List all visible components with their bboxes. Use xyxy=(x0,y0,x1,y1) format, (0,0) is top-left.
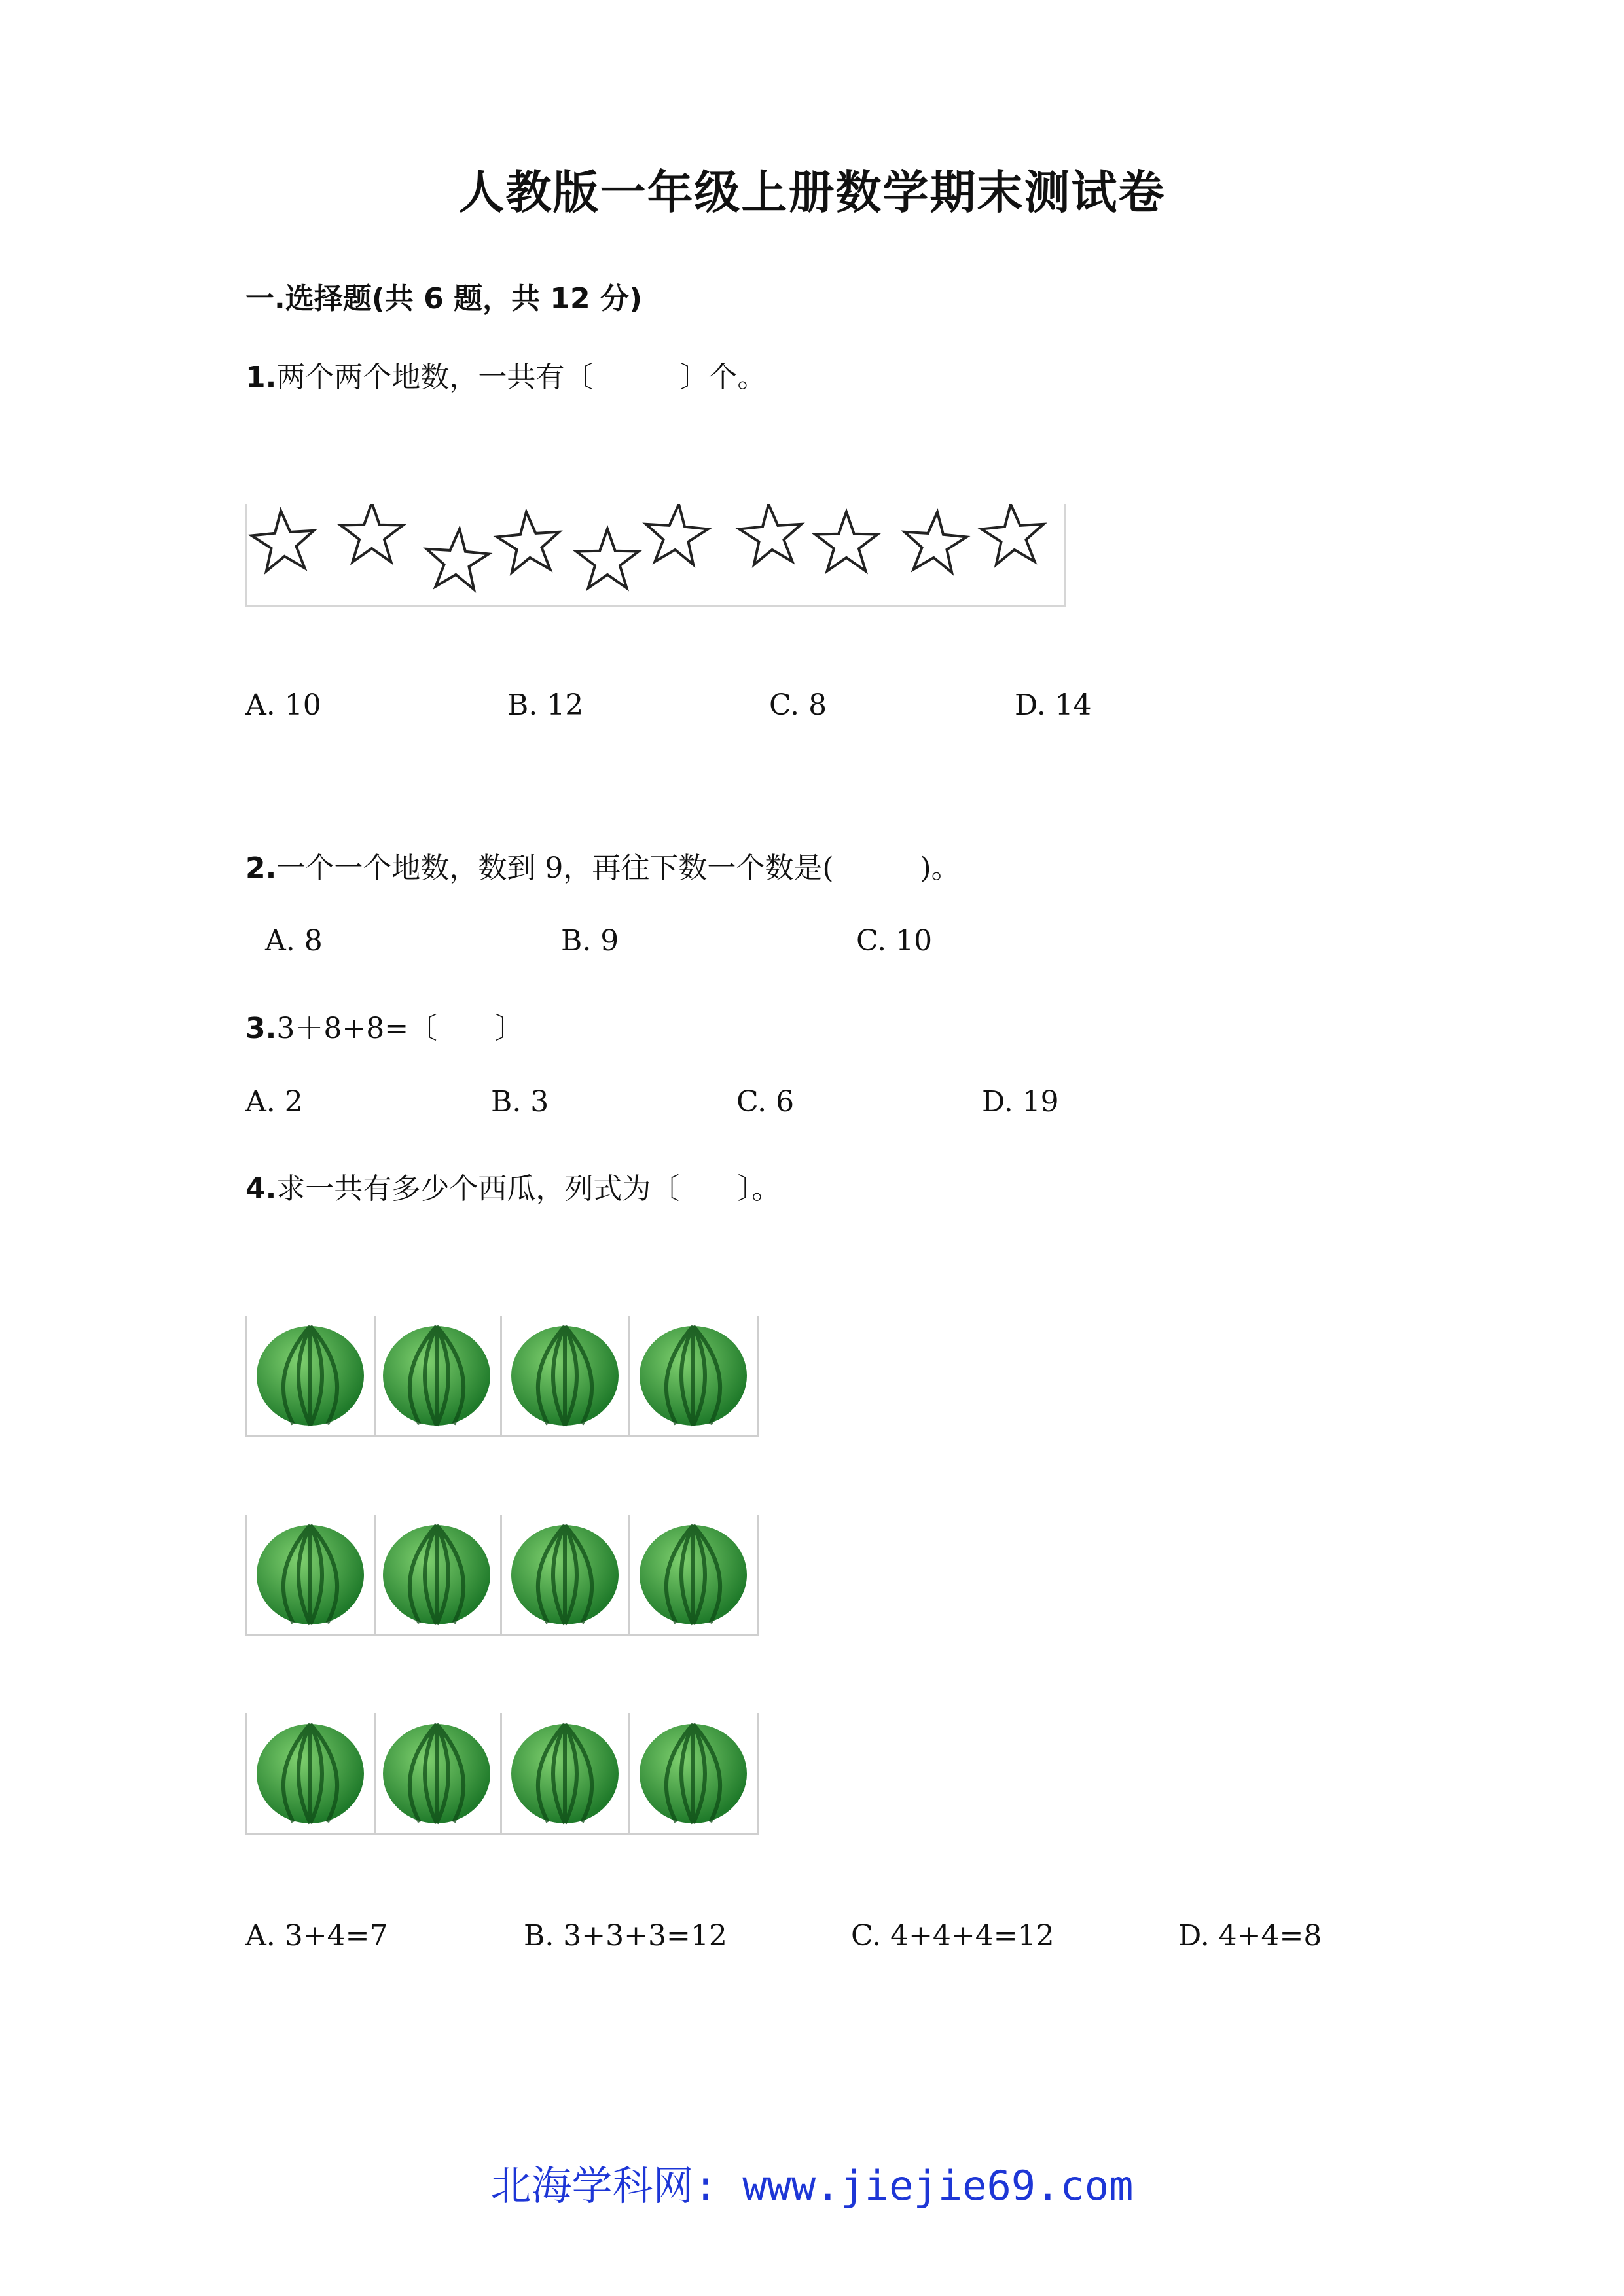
watermelon-icon xyxy=(630,1515,759,1636)
q1-option-b[interactable]: B. 12 xyxy=(507,689,584,722)
q1-option-c[interactable]: C. 8 xyxy=(769,689,827,722)
q4-option-a[interactable]: A. 3+4=7 xyxy=(245,1919,388,1952)
watermelon-icon xyxy=(245,1713,376,1835)
watermelon-icon xyxy=(502,1316,630,1437)
question-2-number: 2. xyxy=(245,852,277,885)
q2-option-c[interactable]: C. 10 xyxy=(856,924,933,958)
watermelon-row xyxy=(245,1515,756,1636)
q1-option-a[interactable]: A. 10 xyxy=(245,689,321,722)
star-icon xyxy=(497,512,559,573)
star-icon xyxy=(340,504,403,562)
q3-option-b[interactable]: B. 3 xyxy=(491,1085,549,1119)
q3-option-d[interactable]: D. 19 xyxy=(982,1085,1059,1119)
question-1 xyxy=(245,353,766,395)
q4-option-c[interactable]: C. 4+4+4=12 xyxy=(851,1919,1055,1952)
watermelon-icon xyxy=(502,1713,630,1835)
q4-option-b[interactable]: B. 3+3+3=12 xyxy=(524,1919,727,1952)
question-2-text: 一个一个地数，数到 9，再往下数一个数是( )。 xyxy=(276,852,960,885)
star-icon xyxy=(427,529,489,590)
question-4-number: 4. xyxy=(245,1172,277,1206)
watermelon-icon xyxy=(245,1316,376,1437)
watermelon-icon xyxy=(374,1316,502,1437)
watermelon-icon xyxy=(630,1316,759,1437)
footer-watermark: 北海学科网: www.jiejie69.com xyxy=(490,2162,1134,2210)
q4-option-d[interactable]: D. 4+4=8 xyxy=(1178,1919,1322,1952)
question-2 xyxy=(245,844,960,886)
star-icon xyxy=(739,504,801,565)
question-4-text: 求一共有多少个西瓜，列式为〔 〕。 xyxy=(276,1172,781,1206)
q2-option-a[interactable]: A. 8 xyxy=(265,924,323,958)
star-icon xyxy=(981,504,1043,565)
watermelon-row xyxy=(245,1713,756,1835)
question-3-text: 3＋8+8=〔 〕 xyxy=(276,1012,524,1045)
watermelon-icon xyxy=(374,1515,502,1636)
page-title: 人教版一年级上册数学期末测试卷 xyxy=(458,166,1166,219)
watermelon-icon xyxy=(245,1515,376,1636)
star-icon xyxy=(576,529,638,588)
star-figure xyxy=(245,504,1066,607)
watermelon-row xyxy=(245,1316,756,1437)
star-icon xyxy=(251,511,314,571)
star-icon xyxy=(905,512,967,573)
star-icon xyxy=(815,512,877,571)
question-3-number: 3. xyxy=(245,1012,277,1045)
q3-option-a[interactable]: A. 2 xyxy=(245,1085,303,1119)
watermelon-icon xyxy=(374,1713,502,1835)
question-1-text: 两个两个地数，一共有〔 〕个。 xyxy=(276,361,767,394)
question-4 xyxy=(245,1165,780,1207)
question-1-number: 1. xyxy=(245,361,277,394)
q1-option-d[interactable]: D. 14 xyxy=(1015,689,1092,722)
watermelon-icon xyxy=(502,1515,630,1636)
star-svg xyxy=(247,504,1064,605)
star-icon xyxy=(646,504,708,565)
q3-option-c[interactable]: C. 6 xyxy=(736,1085,795,1119)
q2-option-b[interactable]: B. 9 xyxy=(561,924,619,958)
section-heading: 一.选择题(共 6 题，共 12 分) xyxy=(245,282,643,315)
question-3 xyxy=(245,1005,524,1047)
watermelon-icon xyxy=(630,1713,759,1835)
